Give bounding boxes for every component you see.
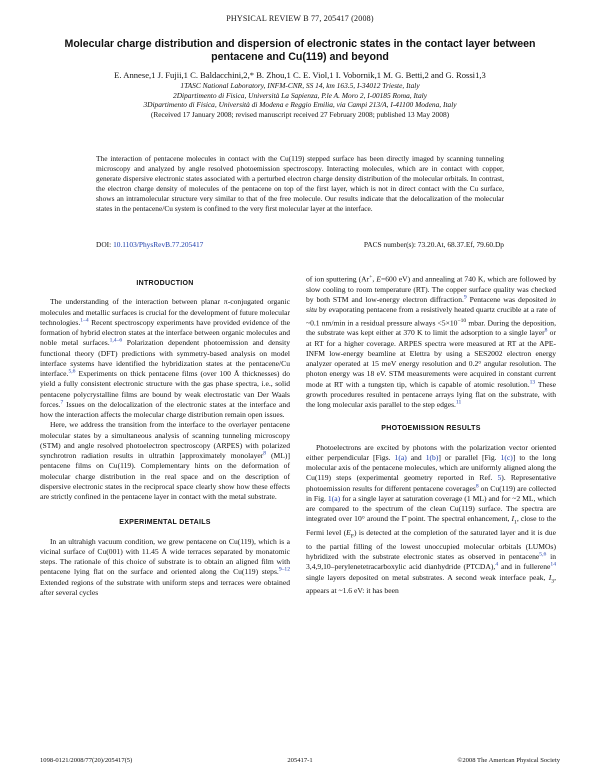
paper-title: Molecular charge distribution and dispersion of electronic states in the contact layer between pentacene and Cu(119) and beyond xyxy=(64,38,536,63)
footer-issn: 1098-0121/2008/77(20)/205417(5) xyxy=(40,757,133,764)
author-list: E. Annese,1 J. Fujii,1 C. Baldacchini,2,* B. Zhou,1 C. E. Viol,1 I. Vobornik,1 M. G. Betti,2 and G. Rossi1,3 xyxy=(114,70,486,80)
running-head: PHYSICAL REVIEW B 77, 205417 (2008) xyxy=(226,14,374,23)
footer-copyright: ©2008 The American Physical Society xyxy=(457,757,560,764)
section-heading-introduction: INTRODUCTION xyxy=(136,280,194,287)
body-paragraph: Here, we address the transition from the interface to the overlayer pentacene molecular states by a simultaneous analysis of scanning tunneling microscopy (STM) and angle resolved photoelectron spectroscopy (ARPES) with polarized synchrotron radiation results in ultrathin [approximately monolayer$^8$ (ML)] pentacene films on Cu(119). Complementary hints on the deformation of molecular charge distribution in the real space and on the description of dispersive electronic states in the reciprocal space clearly show how these effects are strictly confined in the pentacene layer in contact with the metal substrate. xyxy=(40,420,290,501)
section-heading-photoemission: PHOTOEMISSION RESULTS xyxy=(381,425,481,433)
body-paragraph: In an ultrahigh vacuum condition, we grew pentacene on Cu(119), which is a vicinal surface of Cu(001) with 11.45 Å wide terraces separated by monatomic steps. The rationale of this choice of substrate is to obtain an aligned film with pentacene lying flat on the surface and oriented along the Cu(119) steps.$^{9-12}$ Extended regions of the substrate with uniform steps and terraces were obtained after several cycles xyxy=(40,536,290,597)
doi-label: DOI: xyxy=(96,240,112,249)
affiliation-2: 2Dipartimento di Fisica, Università La Sapienza, P.le A. Moro 2, I-00185 Roma, Italy xyxy=(173,90,427,100)
body-paragraph: Photoelectrons are excited by photons with the polarization vector oriented either perpendicular [Figs. 1(a) and 1(b)] or parallel [Fig. 1(c)] to the long molecular axis of the pentacene molecules, which are uniformly aligned along the Cu(119) steps (experimental geometry reported in Ref. 5). Representative photoemission results for different pentacene coverages$^8$ on Cu(119) are collected in Fig. 1(a) for a single layer at saturation coverage (1 ML) and for ~2 ML, which are compared to the spectrum of the clean Cu(119) surface. The spectra are integrated over 10° around the Γ̄ point. The spectral enhancement, $I_1$, close to the Fermi level $(E_F)$ is detected at the completion of the saturated layer and it is due to the partial filling of the lowest unoccupied molecular orbitals (LUMOs) hybridized with the substrate electronic states as observed in pentacene$^{5,6}$ in 3,4,9,10–perylenetetracarboxylic acid dianhydride (PTCDA),$^4$ and in fullerene$^{14}$ single layers deposited on metal substrates. A second weak interface peak, $I_3$, appears at ~1.6 eV: it has been xyxy=(306,442,556,596)
doi-link[interactable]: 10.1103/PhysRevB.77.205417 xyxy=(113,240,204,249)
right-column xyxy=(306,272,556,597)
left-column xyxy=(40,270,290,598)
body-paragraph: The understanding of the interaction between planar π-conjugated organic molecules and metallic surfaces is crucial for the development of future molecular technologies.$^{1-4}$ Recent spectroscopy experiments have provided evidence of the formation of hybrid electron states at the interface between organic molecules and noble metal surfaces.$^{1,4-6}$ Polarization dependent photoemission and density functional theory (DFT) predictions with symmetry-based analysis on model interface systems have identified the hybridization states at the pentacene/Cu interface.$^{5,6}$ Experiments on thick pentacene films (over 100 Å thicknesses) do yield a fully consistent electronic structure with the gas phase spectra, i.e., solid pentacene polycrystalline films are bound by weak electrostatic van Der Waals forces.$^7$ Issues on the delocalization of the electronic states at the interface and how the interaction affects the molecular charge distribution remain open issues. xyxy=(40,297,291,419)
footer-page-number: 205417-1 xyxy=(287,757,313,764)
affiliation-3: 3Dipartimento di Fisica, Università di Modena e Reggio Emilia, via Campi 213/A, I-41100 Modena, Italy xyxy=(143,100,457,110)
affiliations xyxy=(60,81,540,119)
abstract: The interaction of pentacene molecules in contact with the Cu(119) stepped surface has been directly imaged by scanning tunneling microscopy and analyzed by angle resolved photoemission spectroscopy. Interacting molecules, which are in contact with copper, generate dispersive electronic states associated with a perturbed electron charge density distribution of the molecular orbitals. In contrast, the electron charge density of molecules of the pentacene on top of the first layer, which is not in direct contact with the Cu surface, shows an intramolecular structure very similar to that of the free molecule. Our results indicate that the delocalization of the molecular states in the pentacene/Cu system is confined to the very first molecular layer at the interface. xyxy=(96,154,504,213)
pacs-numbers: PACS number(s): 73.20.At, 68.37.Ef, 79.60.Dp xyxy=(363,240,504,249)
body-paragraph: of ion sputtering (Ar+, E=600 eV) and annealing at 740 K, which are followed by slow cooling to room temperature (RT). The copper surface quality was checked by both STM and low-energy electron diffraction.$^9$ Pentacene was deposited in situ by evaporating pentacene from a resistively heated quartz crucible at a rate of ~0.1 nm/min in a residual pressure always $<5\times 10^{-10}$ mbar. During the deposition, the substrate was kept either at 370 K to limit the adsorption to a single layer$^8$ or at RT for a higher coverage. ARPES spectra were measured at RT at the APE-INFM low-energy beamline at Elettra by using a SES2002 electron energy analyzer operated at 15 meV energy resolution and 0.2° angular resolution. The photon energy was 18 eV. STM measurements were acquired in constant current mode at RT with a tungsten tip, which is capable of atomic resolution.$^{13}$ These growth procedures resulted in pentacene arrays lying flat on the substrate, with the long molecular axis parallel to the step edges.$^{11}$ xyxy=(306,274,556,410)
affiliation-1: 1TASC National Laboratory, INFM-CNR, SS 14, km 163.5, I-34012 Trieste, Italy xyxy=(180,81,420,90)
received-dates: (Received 17 January 2008; revised manuscript received 27 February 2008; published 13 May 2008) xyxy=(150,109,450,119)
doi-pacs-row xyxy=(96,240,504,250)
section-heading-experimental: EXPERIMENTAL DETAILS xyxy=(119,519,211,527)
